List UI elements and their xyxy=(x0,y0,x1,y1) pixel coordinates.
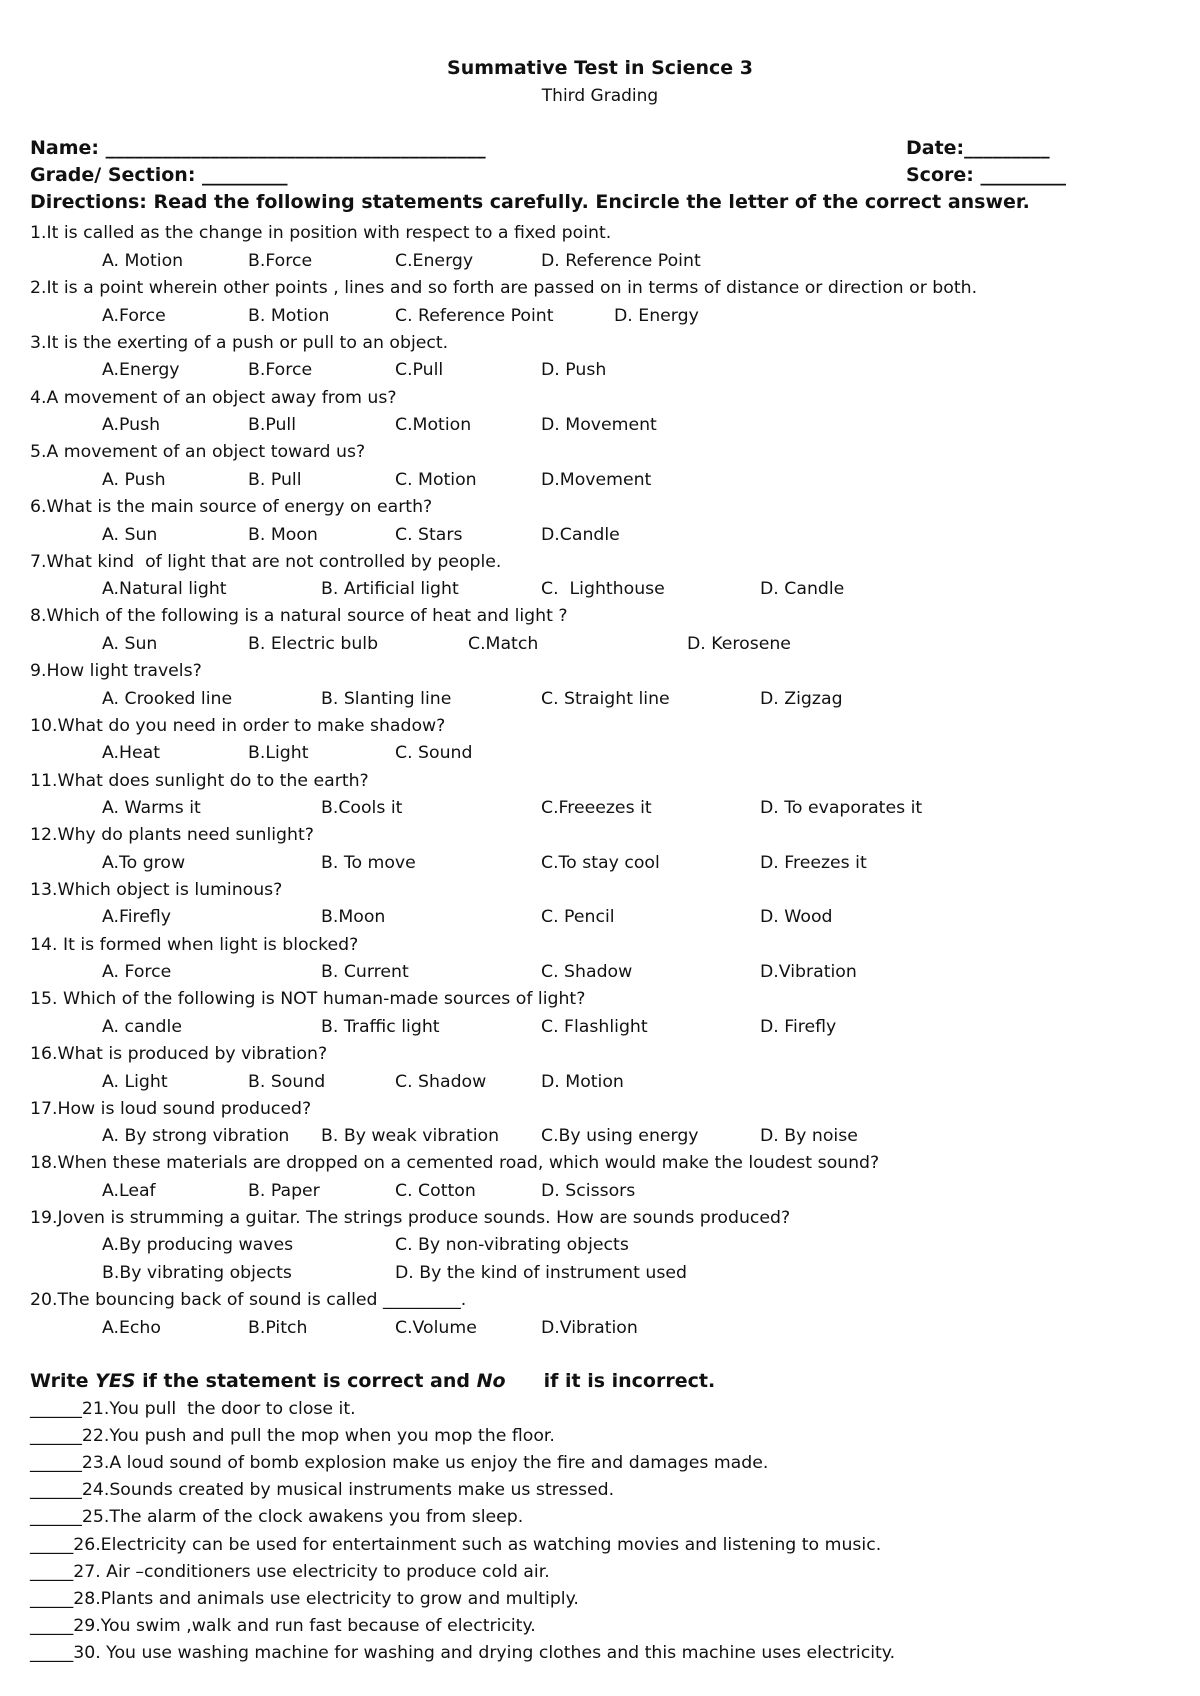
option: D. Scissors xyxy=(541,1181,636,1201)
option: C.Pull xyxy=(395,360,444,380)
yes-no-item-22: ______22.You push and pull the mop when you mop the floor. xyxy=(30,1426,555,1446)
question-14: 14. It is formed when light is blocked? xyxy=(30,935,359,955)
option: D. Firefly xyxy=(760,1017,837,1037)
question-4: 4.A movement of an object away from us? xyxy=(30,388,397,408)
option: B. Pull xyxy=(248,470,302,490)
yes-no-item-26: _____26.Electricity can be used for entertainment such as watching movies and listening to music. xyxy=(30,1535,882,1555)
question-12: 12.Why do plants need sunlight? xyxy=(30,825,314,845)
part2-heading xyxy=(30,1370,715,1392)
option: D. By noise xyxy=(760,1126,858,1146)
option: D. By the kind of instrument used xyxy=(395,1263,687,1283)
question-9: 9.How light travels? xyxy=(30,661,202,681)
question-2: 2.It is a point wherein other points , lines and so forth are passed on in terms of distance or direction or both. xyxy=(30,278,978,298)
question-17: 17.How is loud sound produced? xyxy=(30,1099,312,1119)
option: C. Reference Point xyxy=(395,306,554,326)
question-10: 10.What do you need in order to make shadow? xyxy=(30,716,446,736)
score-field: Score: _________ xyxy=(906,164,1066,186)
yes-no-item-30: _____30. You use washing machine for washing and drying clothes and this machine uses electricity. xyxy=(30,1643,896,1663)
option: A.By producing waves xyxy=(102,1235,294,1255)
question-13: 13.Which object is luminous? xyxy=(30,880,283,900)
option: B. Motion xyxy=(248,306,330,326)
option: D. Freezes it xyxy=(760,853,867,873)
option: C. Shadow xyxy=(541,962,633,982)
option: C. Motion xyxy=(395,470,477,490)
option: A.Push xyxy=(102,415,161,435)
option: B. Moon xyxy=(248,525,318,545)
yes-no-item-27: _____27. Air –conditioners use electricity to produce cold air. xyxy=(30,1562,550,1582)
option: D.Vibration xyxy=(760,962,857,982)
option: A.Heat xyxy=(102,743,161,763)
question-5: 5.A movement of an object toward us? xyxy=(30,442,366,462)
option: A.To grow xyxy=(102,853,186,873)
question-19: 19.Joven is strumming a guitar. The strings produce sounds. How are sounds produced? xyxy=(30,1208,791,1228)
name-field: Name: ________________________________________ xyxy=(30,137,486,159)
option: A.Firefly xyxy=(102,907,171,927)
heading-yes: YES xyxy=(95,1370,136,1392)
option: B. Artificial light xyxy=(321,579,459,599)
option: B. Sound xyxy=(248,1072,326,1092)
option: D. Kerosene xyxy=(687,634,791,654)
option: B. Paper xyxy=(248,1181,320,1201)
option: B.Force xyxy=(248,360,313,380)
option: A. By strong vibration xyxy=(102,1126,290,1146)
option: C.Match xyxy=(468,634,539,654)
option: B. To move xyxy=(321,853,416,873)
option: C. Pencil xyxy=(541,907,615,927)
option: C. Lighthouse xyxy=(541,579,665,599)
option: D. Push xyxy=(541,360,607,380)
option: C. Shadow xyxy=(395,1072,487,1092)
option: D.Candle xyxy=(541,525,620,545)
option: B. Electric bulb xyxy=(248,634,379,654)
heading-text: if the statement is correct and xyxy=(135,1370,477,1392)
option: C.Freeezes it xyxy=(541,798,652,818)
option: A.Force xyxy=(102,306,166,326)
page-subtitle: Third Grading xyxy=(541,86,659,106)
option: D. Reference Point xyxy=(541,251,701,271)
option: A.Natural light xyxy=(102,579,227,599)
option: D. Movement xyxy=(541,415,657,435)
option: C. Cotton xyxy=(395,1181,476,1201)
option: B. Slanting line xyxy=(321,689,452,709)
option: D. Zigzag xyxy=(760,689,843,709)
option: D. Wood xyxy=(760,907,833,927)
question-20: 20.The bouncing back of sound is called _________. xyxy=(30,1290,467,1310)
option: B.Pitch xyxy=(248,1318,308,1338)
option: C.Motion xyxy=(395,415,472,435)
option: C. Sound xyxy=(395,743,473,763)
question-1: 1.It is called as the change in position with respect to a fixed point. xyxy=(30,223,612,243)
option: A.Energy xyxy=(102,360,180,380)
option: A. Push xyxy=(102,470,166,490)
option: B. Current xyxy=(321,962,409,982)
question-7: 7.What kind of light that are not controlled by people. xyxy=(30,552,502,572)
option: C.To stay cool xyxy=(541,853,660,873)
option: B. By weak vibration xyxy=(321,1126,500,1146)
option: A. Sun xyxy=(102,525,158,545)
option: A. Light xyxy=(102,1072,168,1092)
option: A. Sun xyxy=(102,634,158,654)
option: A.Leaf xyxy=(102,1181,156,1201)
question-15: 15. Which of the following is NOT human-made sources of light? xyxy=(30,989,586,1009)
option: D.Vibration xyxy=(541,1318,638,1338)
directions: Directions: Read the following statements carefully. Encircle the letter of the correct answer. xyxy=(30,191,1030,213)
heading-text: if it is incorrect. xyxy=(543,1370,716,1392)
option: A.Echo xyxy=(102,1318,161,1338)
option: B.Force xyxy=(248,251,313,271)
heading-no: No xyxy=(476,1370,506,1392)
option: D. Candle xyxy=(760,579,845,599)
yes-no-item-24: ______24.Sounds created by musical instruments make us stressed. xyxy=(30,1480,615,1500)
option: C. Flashlight xyxy=(541,1017,648,1037)
option: C. Stars xyxy=(395,525,463,545)
option: C.Volume xyxy=(395,1318,477,1338)
page-title: Summative Test in Science 3 xyxy=(447,57,753,79)
yes-no-item-25: ______25.The alarm of the clock awakens you from sleep. xyxy=(30,1507,524,1527)
option: B.By vibrating objects xyxy=(102,1263,292,1283)
option: A. Motion xyxy=(102,251,184,271)
heading-text: Write xyxy=(30,1370,96,1392)
option: D. To evaporates it xyxy=(760,798,923,818)
question-3: 3.It is the exerting of a push or pull to an object. xyxy=(30,333,449,353)
grade-section-field: Grade/ Section: _________ xyxy=(30,164,288,186)
option: B.Moon xyxy=(321,907,386,927)
question-18: 18.When these materials are dropped on a cemented road, which would make the loudest sound? xyxy=(30,1153,880,1173)
option: A. Warms it xyxy=(102,798,201,818)
option: B.Light xyxy=(248,743,309,763)
option: A. Force xyxy=(102,962,172,982)
option: D. Energy xyxy=(614,306,699,326)
date-field: Date:_________ xyxy=(906,137,1050,159)
question-8: 8.Which of the following is a natural source of heat and light ? xyxy=(30,606,568,626)
option: A. candle xyxy=(102,1017,182,1037)
option: C.By using energy xyxy=(541,1126,699,1146)
option: C. By non-vibrating objects xyxy=(395,1235,629,1255)
yes-no-item-21: ______21.You pull the door to close it. xyxy=(30,1399,356,1419)
option: C.Energy xyxy=(395,251,474,271)
question-6: 6.What is the main source of energy on earth? xyxy=(30,497,433,517)
yes-no-item-28: _____28.Plants and animals use electricity to grow and multiply. xyxy=(30,1589,579,1609)
option: B.Cools it xyxy=(321,798,403,818)
question-16: 16.What is produced by vibration? xyxy=(30,1044,328,1064)
option: D. Motion xyxy=(541,1072,624,1092)
yes-no-item-23: ______23.A loud sound of bomb explosion make us enjoy the fire and damages made. xyxy=(30,1453,769,1473)
option: A. Crooked line xyxy=(102,689,233,709)
option: B.Pull xyxy=(248,415,297,435)
option: D.Movement xyxy=(541,470,652,490)
option: B. Traffic light xyxy=(321,1017,440,1037)
question-11: 11.What does sunlight do to the earth? xyxy=(30,771,369,791)
yes-no-item-29: _____29.You swim ,walk and run fast because of electricity. xyxy=(30,1616,536,1636)
option: C. Straight line xyxy=(541,689,670,709)
